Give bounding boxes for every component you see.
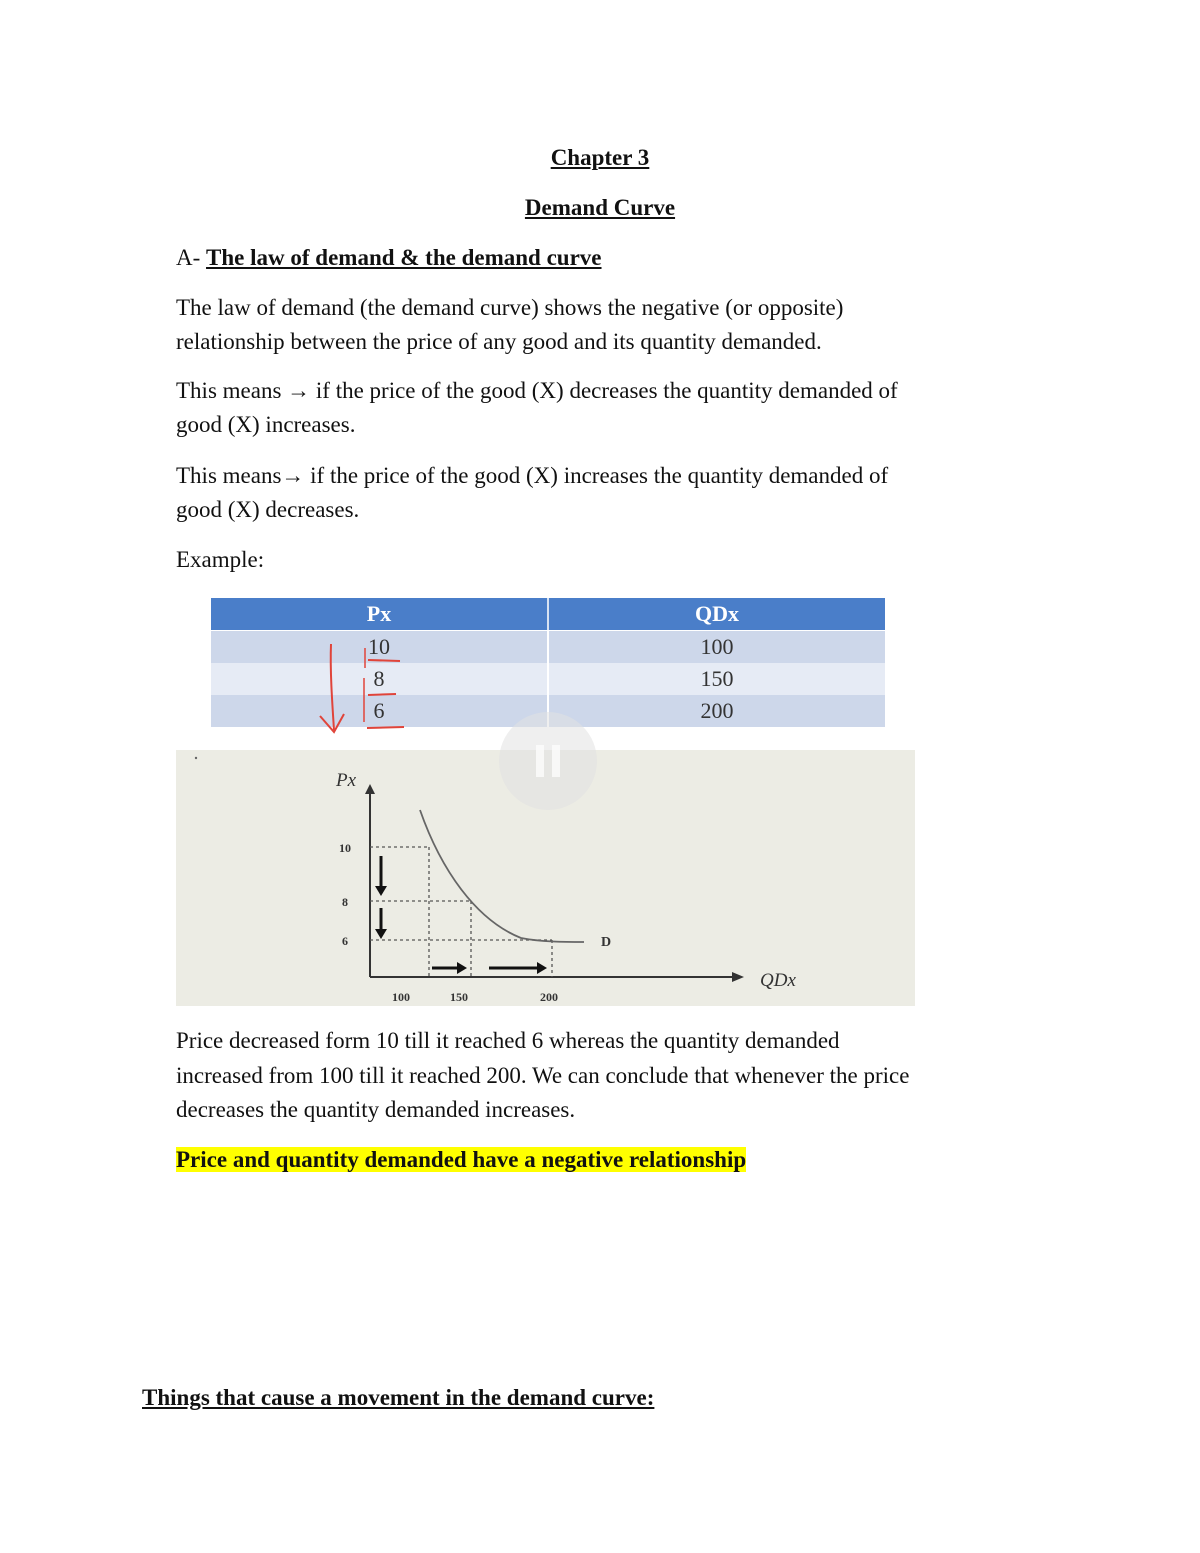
underline-mark (368, 660, 400, 661)
paragraph-1-line-2: relationship between the price of any good and its quantity demanded. (176, 329, 822, 354)
y-tick-label: 10 (339, 841, 351, 855)
table-cell-quantity: 150 (700, 666, 734, 691)
table-cell-quantity: 200 (700, 698, 734, 723)
paragraph-3-line-2: good (X) decreases. (176, 497, 360, 522)
table-cell-quantity: 100 (700, 634, 734, 659)
paragraph-2-line-2: good (X) increases. (176, 412, 356, 437)
table-header-row (211, 598, 885, 630)
y-tick-label: 6 (342, 934, 348, 948)
document-title: Demand Curve (524, 195, 676, 220)
highlighted-conclusion (176, 1143, 746, 1177)
section-a-title: The law of demand & the demand curve (206, 245, 602, 270)
conclusion-line-2: increased from 100 till it reached 200. We can conclude that whenever the price (176, 1063, 910, 1088)
conclusion-line-1: Price decreased form 10 till it reached 6 whereas the quantity demanded (176, 1028, 840, 1053)
pause-button[interactable] (499, 712, 597, 810)
table-cell-price: 6 (211, 695, 549, 727)
underline-mark (367, 727, 404, 728)
down-arrow-stroke (331, 644, 334, 730)
y-tick-label: 8 (342, 895, 348, 909)
table-header-quantity: QDx (695, 601, 739, 626)
section-a-heading (176, 241, 602, 275)
pause-bar-icon (552, 745, 560, 777)
table-cell-price: 10 (211, 631, 549, 663)
x-axis-label: QDx (760, 970, 796, 991)
underline-mark (368, 694, 396, 695)
curve-label: D (601, 935, 612, 950)
table-header-price: Px (211, 598, 549, 630)
table-cell-price: 8 (211, 663, 549, 695)
handwritten-annotation (300, 630, 420, 740)
x-tick-label: 200 (540, 990, 558, 1004)
highlighted-text: Price and quantity demanded have a negative relationship (176, 1147, 747, 1172)
x-tick-label: 150 (450, 990, 468, 1004)
next-section-heading: Things that cause a movement in the demand curve: (142, 1385, 655, 1410)
y-axis-label: Px (336, 770, 357, 791)
example-label: Example: (176, 547, 265, 572)
section-a-prefix: A- (176, 245, 201, 270)
dot-mark (195, 757, 197, 759)
chapter-heading: Chapter 3 (550, 145, 650, 170)
paragraph-3-line-1: This means→ if the price of the good (X) increases the quantity demanded of (176, 463, 889, 488)
down-arrow-head-icon (320, 714, 344, 732)
paragraph-2-line-1: This means → if the price of the good (X) decreases the quantity demanded of (176, 378, 898, 403)
conclusion-line-3: decreases the quantity demanded increases. (176, 1097, 576, 1122)
paragraph-1-line-1: The law of demand (the demand curve) shows the negative (or opposite) (176, 295, 844, 320)
pause-bar-icon (536, 745, 544, 777)
x-tick-label: 100 (392, 990, 410, 1004)
